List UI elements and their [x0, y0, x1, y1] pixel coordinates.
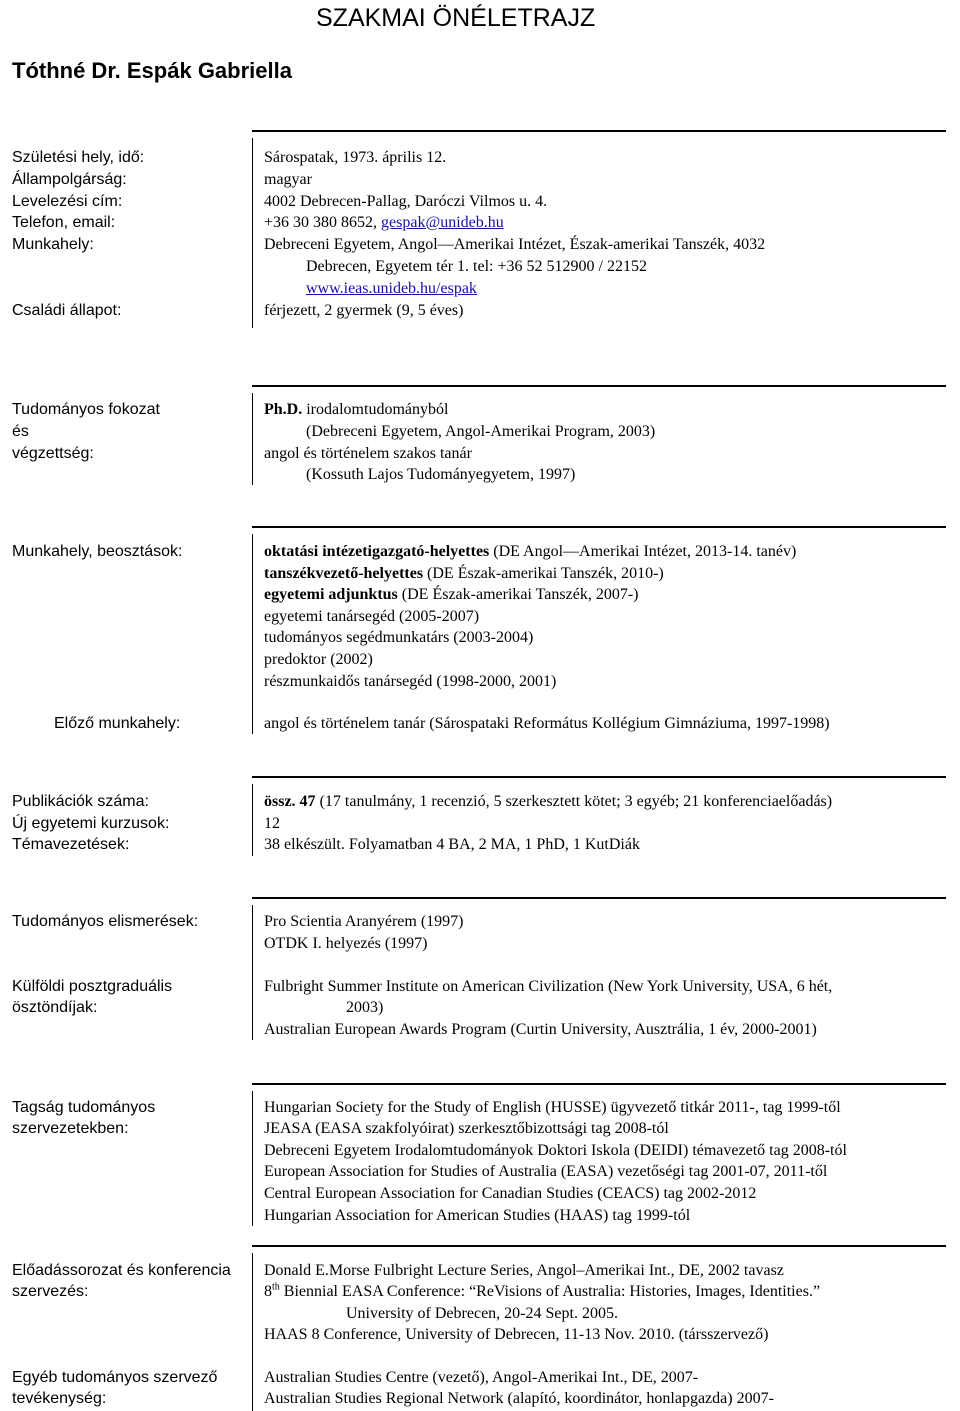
column-divider: [252, 1091, 253, 1226]
publications-breakdown: (17 tanulmány, 1 recenzió, 5 szerkesztett kötet; 3 egyéb; 21 konferenciaelőadás): [315, 793, 833, 810]
position-3-detail: (DE Észak-amerikai Tanszék, 2007-): [397, 586, 639, 603]
address-label: Levelezési cím:: [12, 193, 123, 210]
phone-number: +36 30 380 8652,: [264, 214, 382, 231]
section-divider: [252, 1083, 946, 1085]
membership-5: Central European Association for Canadian Studies (CEACS) tag 2002-2012: [264, 1185, 757, 1202]
workplace-url[interactable]: [306, 280, 477, 298]
courses-value: 12: [264, 815, 280, 832]
column-divider: [252, 905, 253, 1040]
position-1-detail: (DE Angol—Amerikai Intézet, 2013-14. tanév): [489, 543, 797, 560]
teacher-degree: angol és történelem szakos tanár: [264, 445, 472, 462]
degree-label-2: és: [12, 423, 29, 440]
teacher-institution: (Kossuth Lajos Tudományegyetem, 1997): [306, 466, 576, 483]
section-divider: [252, 776, 946, 778]
degree-label-3: végzettség:: [12, 445, 94, 462]
other-activity-label-1: Egyéb tudományos szervező: [12, 1369, 218, 1386]
organizing-3: HAAS 8 Conference, University of Debrecen, 11-13 Nov. 2010. (társszervező): [264, 1326, 769, 1343]
fellowship-1-line2: 2003): [346, 999, 384, 1016]
position-2: [264, 565, 664, 583]
workplace-label: Munkahely:: [12, 236, 94, 253]
membership-3: Debreceni Egyetem Irodalomtudományok Doktori Iskola (DEIDI) témavezető tag 2008-tól: [264, 1142, 847, 1159]
family-label: Családi állapot:: [12, 302, 122, 319]
position-4: egyetemi tanársegéd (2005-2007): [264, 608, 480, 625]
organizing-label-1: Előadássorozat és konferencia: [12, 1262, 231, 1279]
position-1: [264, 543, 796, 561]
phd-field: irodalomtudományból: [302, 401, 449, 418]
organizing-1: Donald E.Morse Fulbright Lecture Series, Angol–Amerikai Int., DE, 2002 tavasz: [264, 1262, 784, 1279]
courses-label: Új egyetemi kurzusok:: [12, 815, 170, 832]
position-2-title: tanszékvezető-helyettes: [264, 565, 424, 582]
document-title: SZAKMAI ÖNÉLETRAJZ: [316, 4, 596, 32]
family-value: férjezett, 2 gyermek (9, 5 éves): [264, 302, 464, 319]
position-3-title: egyetemi adjunktus: [264, 586, 398, 603]
positions-label: Munkahely, beosztások:: [12, 543, 183, 560]
section-divider: [252, 130, 946, 132]
citizenship-label: Állampolgárság:: [12, 171, 127, 188]
fellowships-label-2: ösztöndíjak:: [12, 999, 98, 1016]
email-link[interactable]: gespak@unideb.hu: [381, 214, 504, 231]
publications-label: Publikációk száma:: [12, 793, 149, 810]
column-divider: [252, 784, 253, 856]
award-2: OTDK I. helyezés (1997): [264, 935, 428, 952]
conference-title: Biennial EASA Conference: “ReVisions of Australia: Histories, Images, Identities.”: [279, 1283, 821, 1300]
fellowship-1-line1: Fulbright Summer Institute on American Civilization (New York University, USA, 6 hét,: [264, 978, 833, 995]
memberships-label-2: szervezetekben:: [12, 1120, 129, 1137]
phd-line: [264, 401, 448, 419]
other-activity-1: Australian Studies Centre (vezető), Angol-Amerikai Int., DE, 2007-: [264, 1369, 699, 1386]
phd-institution: (Debreceni Egyetem, Angol-Amerikai Program, 2003): [306, 423, 656, 440]
homepage-link[interactable]: www.ieas.unideb.hu/espak: [306, 280, 477, 297]
phone-value: [264, 214, 504, 232]
conference-ordinal: 8: [264, 1283, 272, 1300]
other-activity-label-2: tevékenység:: [12, 1390, 107, 1407]
award-1: Pro Scientia Aranyérem (1997): [264, 913, 464, 930]
fellowship-2: Australian European Awards Program (Curtin University, Ausztrália, 1 év, 2000-2001): [264, 1021, 817, 1038]
position-3: [264, 586, 639, 604]
section-divider: [252, 385, 946, 387]
phone-label: Telefon, email:: [12, 214, 116, 231]
degree-label-1: Tudományos fokozat: [12, 401, 160, 418]
previous-workplace-value: angol és történelem tanár (Sárospataki Református Kollégium Gimnáziuma, 1997-1998): [264, 715, 830, 732]
column-divider: [252, 534, 253, 734]
section-divider: [252, 1245, 946, 1247]
position-2-detail: (DE Észak-amerikai Tanszék, 2010-): [423, 565, 664, 582]
position-6: predoktor (2002): [264, 651, 373, 668]
ordinal-suffix: th: [272, 1281, 280, 1293]
person-name: Tóthné Dr. Espák Gabriella: [12, 58, 292, 83]
supervision-label: Témavezetések:: [12, 836, 130, 853]
workplace-line1: Debreceni Egyetem, Angol—Amerikai Intézet, Észak-amerikai Tanszék, 4032: [264, 236, 766, 253]
section-divider: [252, 897, 946, 899]
column-divider: [252, 393, 253, 485]
phd-title: Ph.D.: [264, 401, 303, 418]
birth-value: Sárospatak, 1973. április 12.: [264, 149, 447, 166]
publications-value: [264, 793, 832, 811]
publications-total: össz. 47: [264, 793, 316, 810]
fellowships-label-1: Külföldi posztgraduális: [12, 978, 173, 995]
position-5: tudományos segédmunkatárs (2003-2004): [264, 629, 534, 646]
section-divider: [252, 526, 946, 528]
column-divider: [252, 138, 253, 328]
supervision-value: 38 elkészült. Folyamatban 4 BA, 2 MA, 1 PhD, 1 KutDiák: [264, 836, 640, 853]
organizing-2-line2: University of Debrecen, 20-24 Sept. 2005.: [346, 1305, 618, 1322]
birth-label: Születési hely, idő:: [12, 149, 145, 166]
citizenship-value: magyar: [264, 171, 312, 188]
organizing-label-2: szervezés:: [12, 1283, 89, 1300]
address-value: 4002 Debrecen-Pallag, Daróczi Vilmos u. 4.: [264, 193, 548, 210]
previous-workplace-label: Előző munkahely:: [54, 715, 181, 732]
position-1-title: oktatási intézetigazgató-helyettes: [264, 543, 490, 560]
awards-label: Tudományos elismerések:: [12, 913, 199, 930]
position-7: részmunkaidős tanársegéd (1998-2000, 2001): [264, 673, 557, 690]
column-divider: [252, 1253, 253, 1411]
membership-1: Hungarian Society for the Study of English (HUSSE) ügyvezető titkár 2011-, tag 1999-től: [264, 1099, 841, 1116]
memberships-label-1: Tagság tudományos: [12, 1099, 156, 1116]
membership-6: Hungarian Association for American Studies (HAAS) tag 1999-tól: [264, 1207, 691, 1224]
other-activity-2: Australian Studies Regional Network (alapító, koordinátor, honlapgazda) 2007-: [264, 1390, 774, 1407]
organizing-2: [264, 1283, 820, 1301]
membership-4: European Association for Studies of Australia (EASA) vezetőségi tag 2001-07, 2011-től: [264, 1163, 828, 1180]
membership-2: JEASA (EASA szakfolyóirat) szerkesztőbizottsági tag 2008-tól: [264, 1120, 669, 1137]
workplace-line2: Debrecen, Egyetem tér 1. tel: +36 52 512900 / 22152: [306, 258, 647, 275]
